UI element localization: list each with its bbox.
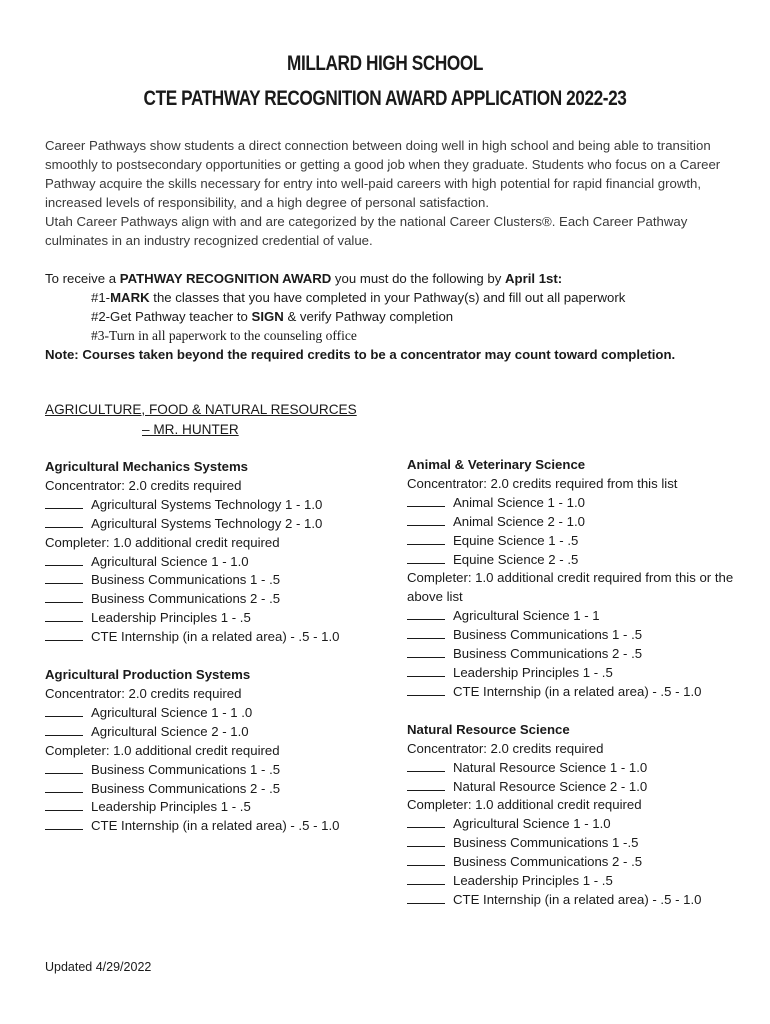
course-label: Business Communications 1 - .5 — [453, 627, 643, 643]
course-label: Natural Resource Science 1 - 1.0 — [453, 759, 648, 775]
pathway-block — [407, 456, 737, 702]
page-title: CTE PATHWAY RECOGNITION AWARD APPLICATION 2022-23 — [143, 87, 627, 110]
checkmark-blank[interactable] — [407, 551, 445, 564]
checkmark-blank[interactable] — [45, 609, 83, 622]
course-row — [407, 513, 737, 532]
course-label: Agricultural Science 1 - 1 — [453, 608, 600, 624]
course-row — [45, 817, 385, 836]
checkmark-blank[interactable] — [407, 664, 445, 677]
course-label: Business Communications 1 - .5 — [91, 761, 281, 777]
pathway-title: Animal & Veterinary Science — [407, 457, 586, 472]
checkmark-blank[interactable] — [45, 515, 83, 528]
course-label: Business Communications 2 - .5 — [453, 854, 643, 870]
course-row — [45, 515, 385, 534]
checkmark-blank[interactable] — [407, 778, 445, 791]
course-row — [45, 590, 385, 609]
checkmark-blank[interactable] — [407, 853, 445, 866]
intro-paragraph-1: Career Pathways show students a direct connection between doing well in high school and being able to transition smoothly to postsecondary opportunities or getting a good job when they graduate. Students who focus on a Career Pathway acquire the skills necessary for entry into well-paid careers with high potential for rapid financial growth, increased levels of responsibility, and a high degree of personal satisfaction. — [45, 138, 721, 210]
checkmark-blank[interactable] — [407, 494, 445, 507]
concentrator-requirement: Concentrator: 2.0 credits required — [45, 685, 242, 701]
school-name: MILLARD HIGH SCHOOL — [287, 52, 483, 75]
course-row — [45, 704, 385, 723]
step-3: #3-Turn in all paperwork to the counseling office — [91, 328, 357, 343]
course-row — [407, 551, 737, 570]
course-label: Leadership Principles 1 - .5 — [453, 873, 613, 889]
concentrator-requirement: Concentrator: 2.0 credits required from this list — [407, 475, 678, 491]
completer-requirement: Completer: 1.0 additional credit required — [45, 534, 280, 550]
checkmark-blank[interactable] — [407, 891, 445, 904]
checkmark-blank[interactable] — [45, 817, 83, 830]
course-row — [407, 645, 737, 664]
pathway-title: Agricultural Production Systems — [45, 667, 251, 683]
course-label: Animal Science 1 - 1.0 — [453, 494, 585, 510]
course-row — [407, 759, 737, 778]
requirements-note: Note: Courses taken beyond the required credits to be a concentrator may count toward completion. — [45, 347, 676, 362]
course-row — [407, 891, 737, 910]
course-row — [407, 834, 737, 853]
checkmark-blank[interactable] — [407, 626, 445, 639]
course-label: Business Communications 1 - .5 — [91, 572, 281, 588]
checkmark-blank[interactable] — [45, 798, 83, 811]
section-heading — [45, 400, 365, 440]
checkmark-blank[interactable] — [407, 607, 445, 620]
checkmark-blank[interactable] — [407, 513, 445, 526]
course-label: Business Communications 1 -.5 — [453, 835, 639, 851]
pathway-title: Natural Resource Science — [407, 721, 570, 737]
course-label: CTE Internship (in a related area) - .5 - 1.0 — [453, 891, 702, 907]
section-teacher: – MR. HUNTER — [142, 422, 239, 437]
checkmark-blank[interactable] — [45, 723, 83, 736]
checkmark-blank[interactable] — [45, 590, 83, 603]
checkmark-blank[interactable] — [407, 759, 445, 772]
checkmark-blank[interactable] — [407, 683, 445, 696]
course-label: Natural Resource Science 2 - 1.0 — [453, 778, 648, 794]
course-row — [407, 664, 737, 683]
intro-paragraph-2: Utah Career Pathways align with and are categorized by the national Career Clusters®. Each Career Pathway culminates in an industry recognized credential of value. — [45, 214, 688, 248]
pathway-title: Agricultural Mechanics Systems — [45, 459, 249, 474]
concentrator-requirement: Concentrator: 2.0 credits required — [45, 477, 242, 493]
pathway-block — [45, 666, 385, 836]
course-row — [45, 496, 385, 515]
course-label: Equine Science 1 - .5 — [453, 532, 579, 548]
step-1: #1-MARK the classes that you have completed in your Pathway(s) and fill out all paperwork — [91, 290, 626, 305]
course-row — [407, 494, 737, 513]
course-label: Leadership Principles 1 - .5 — [91, 799, 251, 815]
course-row — [45, 761, 385, 780]
concentrator-requirement: Concentrator: 2.0 credits required — [407, 740, 604, 756]
course-label: Agricultural Science 1 - 1 .0 — [91, 704, 253, 720]
checkmark-blank[interactable] — [45, 704, 83, 717]
checkmark-blank[interactable] — [407, 834, 445, 847]
course-label: Equine Science 2 - .5 — [453, 551, 579, 567]
course-label: Agricultural Science 1 - 1.0 — [453, 816, 611, 832]
pathway-block — [45, 458, 385, 647]
course-label: Agricultural Science 1 - 1.0 — [91, 553, 249, 569]
checkmark-blank[interactable] — [45, 553, 83, 566]
checkmark-blank[interactable] — [407, 872, 445, 885]
course-label: Agricultural Science 2 - 1.0 — [91, 723, 249, 739]
course-row — [45, 798, 385, 817]
section-title: AGRICULTURE, FOOD & NATURAL RESOURCES — [45, 402, 357, 417]
intro-text — [45, 136, 735, 250]
completer-requirement: Completer: 1.0 additional credit required from this or the above list — [407, 570, 734, 605]
course-label: CTE Internship (in a related area) - .5 - 1.0 — [453, 683, 702, 699]
course-row — [407, 815, 737, 834]
course-label: Agricultural Systems Technology 2 - 1.0 — [91, 515, 323, 531]
course-label: CTE Internship (in a related area) - .5 - 1.0 — [91, 818, 340, 834]
course-label: CTE Internship (in a related area) - .5 - 1.0 — [91, 629, 340, 645]
course-row — [407, 626, 737, 645]
checkmark-blank[interactable] — [407, 815, 445, 828]
course-label: Leadership Principles 1 - .5 — [91, 610, 251, 626]
course-row — [45, 553, 385, 572]
course-label: Business Communications 2 - .5 — [91, 780, 281, 796]
course-row — [407, 683, 737, 702]
award-requirements — [45, 269, 735, 364]
course-row — [407, 607, 737, 626]
course-row — [45, 723, 385, 742]
course-row — [45, 609, 385, 628]
pathway-block — [407, 721, 737, 910]
checkmark-blank[interactable] — [45, 496, 83, 509]
course-label: Agricultural Systems Technology 1 - 1.0 — [91, 496, 323, 512]
course-label: Animal Science 2 - 1.0 — [453, 513, 585, 529]
course-row — [45, 571, 385, 590]
checkmark-blank[interactable] — [407, 532, 445, 545]
course-row — [45, 628, 385, 647]
course-row — [407, 853, 737, 872]
completer-requirement: Completer: 1.0 additional credit required — [45, 742, 280, 758]
completer-requirement: Completer: 1.0 additional credit required — [407, 797, 642, 813]
course-row — [45, 780, 385, 799]
checkmark-blank[interactable] — [407, 645, 445, 658]
course-row — [407, 532, 737, 551]
course-label: Leadership Principles 1 - .5 — [453, 664, 613, 680]
pathways-left-column — [45, 458, 385, 855]
checkmark-blank[interactable] — [45, 780, 83, 793]
checkmark-blank[interactable] — [45, 628, 83, 641]
course-row — [407, 778, 737, 797]
course-label: Business Communications 2 - .5 — [91, 591, 281, 607]
checkmark-blank[interactable] — [45, 571, 83, 584]
updated-date: Updated 4/29/2022 — [45, 960, 152, 974]
step-2: #2-Get Pathway teacher to SIGN & verify Pathway completion — [91, 309, 454, 324]
course-row — [407, 872, 737, 891]
course-label: Business Communications 2 - .5 — [453, 646, 643, 662]
requirements-lead: To receive a PATHWAY RECOGNITION AWARD you must do the following by April 1st: — [45, 271, 563, 286]
pathways-right-column — [407, 456, 737, 929]
checkmark-blank[interactable] — [45, 761, 83, 774]
